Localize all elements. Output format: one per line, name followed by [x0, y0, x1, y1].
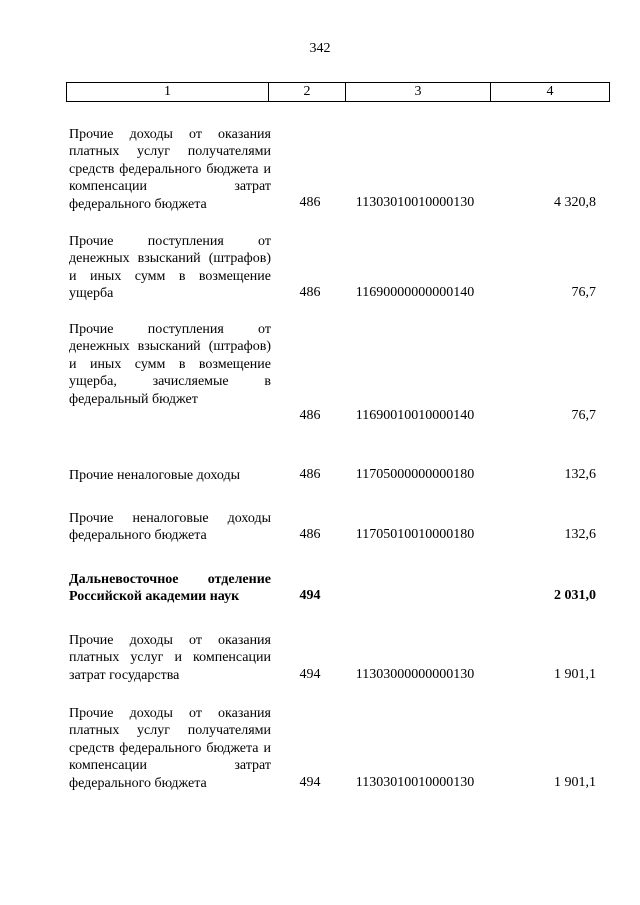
row-amount: 1 901,1 [554, 667, 596, 682]
header-col-3: 3 [346, 83, 491, 101]
section-amount: 2 031,0 [554, 588, 596, 603]
page-number: 342 [309, 41, 331, 56]
row-amount: 1 901,1 [554, 775, 596, 790]
header-col-2: 2 [269, 83, 346, 101]
row-description: Прочие доходы от оказания платных услуг получателями средств федерального бюджета и компенсации затрат федерального бюджета [69, 706, 271, 791]
row-kbk: 11303010010000130 [355, 775, 475, 790]
row-kbk: 11690000000000140 [355, 285, 475, 300]
section-code: 494 [299, 588, 321, 603]
row-code: 486 [299, 467, 321, 482]
row-description: Прочие поступления от денежных взысканий (штрафов) и иных сумм в возмещение ущерба [69, 234, 271, 302]
row-kbk: 11303000000000130 [355, 667, 475, 682]
row-description: Прочие доходы от оказания платных услуг и компенсации затрат государства [69, 633, 271, 683]
row-description: Прочие неналоговые доходы [69, 468, 241, 483]
row-description: Прочие поступления от денежных взысканий (штрафов) и иных сумм в возмещение ущерба, зачисляемые в федеральный бюджет [69, 322, 271, 407]
row-kbk: 11705010010000180 [355, 527, 475, 542]
row-code: 494 [299, 667, 321, 682]
row-kbk: 11690010010000140 [355, 408, 475, 423]
row-kbk: 11303010010000130 [355, 195, 475, 210]
row-amount: 132,6 [564, 467, 596, 482]
header-col-1: 1 [67, 83, 269, 101]
row-code: 486 [299, 408, 321, 423]
table-header [66, 82, 610, 102]
row-description: Прочие неналоговые доходы федерального бюджета [69, 511, 271, 544]
row-amount: 4 320,8 [554, 195, 596, 210]
row-kbk: 11705000000000180 [355, 467, 475, 482]
row-code: 486 [299, 195, 321, 210]
section-description: Дальневосточное отделение Российской академии наук [69, 572, 271, 605]
row-code: 486 [299, 527, 321, 542]
row-amount: 76,7 [571, 408, 596, 423]
row-code: 486 [299, 285, 321, 300]
header-col-4: 4 [546, 84, 554, 99]
row-description: Прочие доходы от оказания платных услуг получателями средств федерального бюджета и компенсации затрат федерального бюджета [69, 127, 271, 212]
row-code: 494 [299, 775, 321, 790]
row-amount: 76,7 [571, 285, 596, 300]
row-amount: 132,6 [564, 527, 596, 542]
